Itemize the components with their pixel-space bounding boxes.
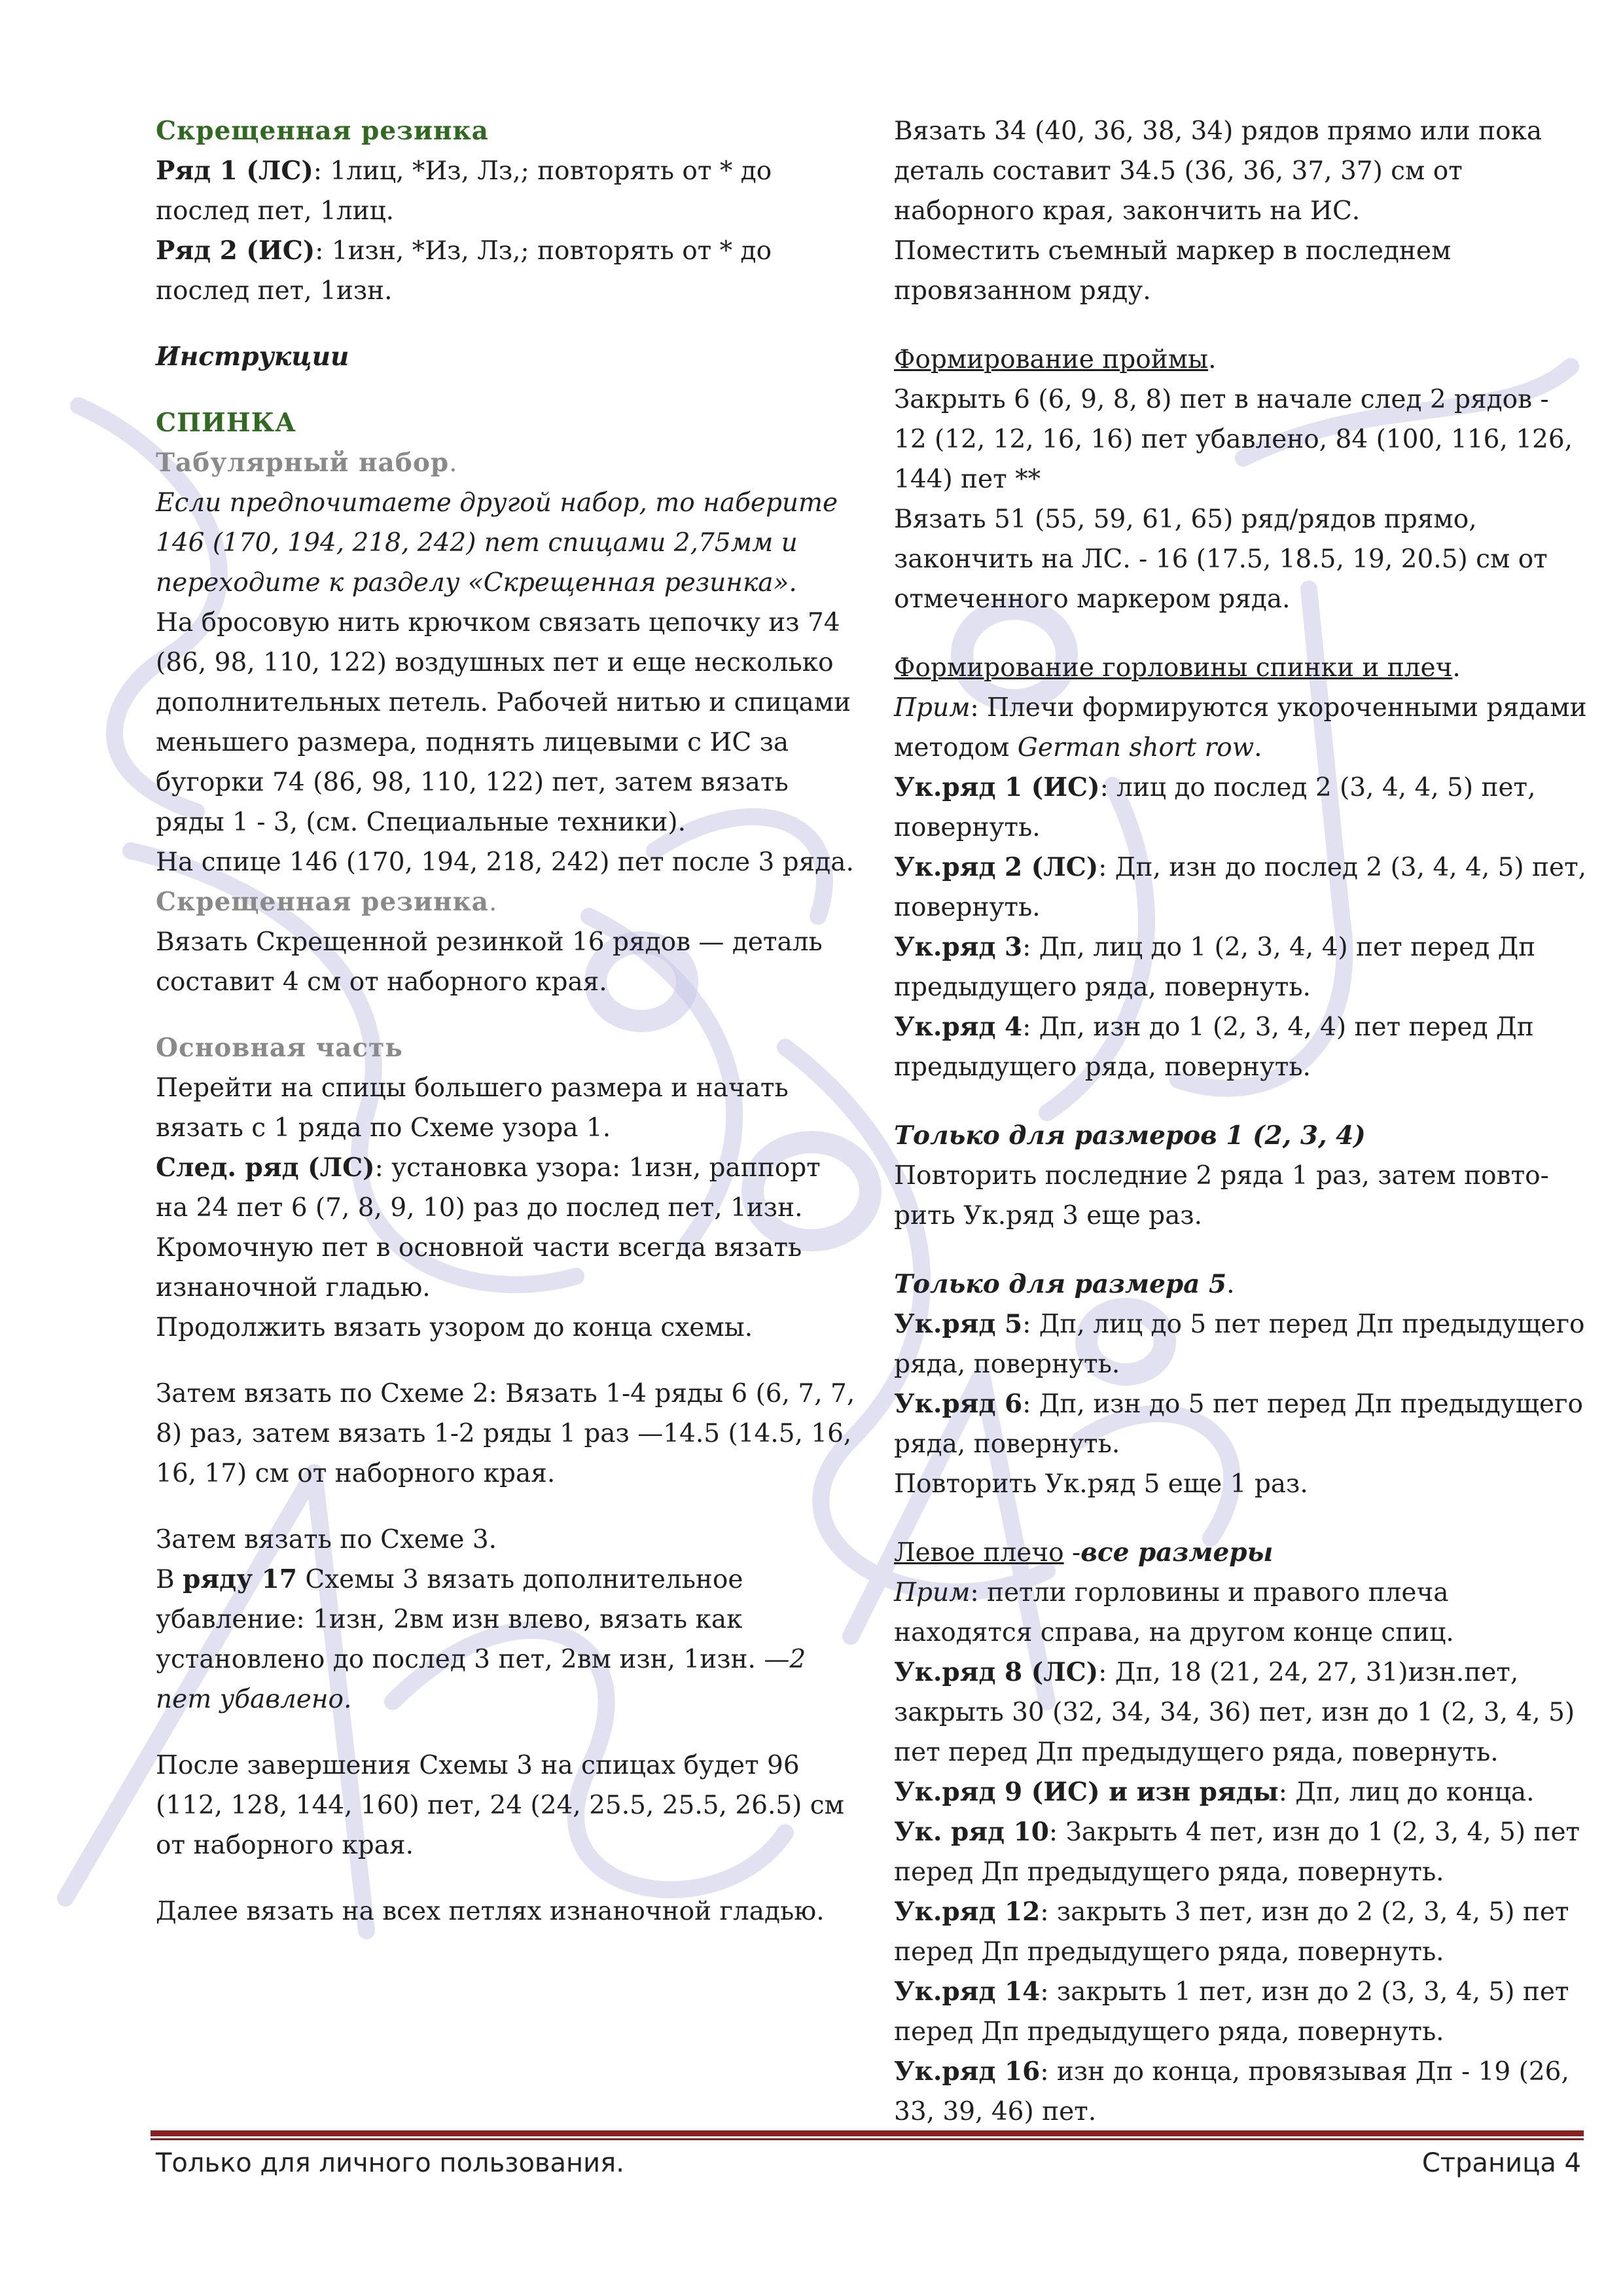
footer-divider bbox=[151, 2130, 1584, 2136]
straight-text: Вязать 34 (40, 36, 38, 34) рядов прямо или пока деталь составит 34.5 (36, 36, 37, 37) см от наборного края, закончить на ИС. bbox=[894, 117, 1543, 226]
edge-text: Кромочную пет в основной части всегда вязать изнаночной гладью. bbox=[156, 1233, 802, 1302]
subheading-dot: . bbox=[488, 888, 497, 917]
heading-dot: . bbox=[1226, 1270, 1235, 1299]
short-row-5 bbox=[894, 1304, 1588, 1384]
armhole-text-2: Вязать 51 (55, 59, 61, 65) ряд/рядов прямо, закончить на ЛС. - 16 (17.5, 18.5, 19, 20.5) см от отмеченного маркером ряда. bbox=[894, 505, 1548, 614]
short-row-8 bbox=[894, 1653, 1588, 1772]
tubular-alt-text: Если предпочитаете другой набор, то наберите 146 (170, 194, 218, 242) пет спицами 2,75мм и переходите к разделу «Скрещенная резинка». bbox=[156, 488, 838, 598]
row-label: Ук. ряд 10 bbox=[894, 1817, 1049, 1847]
short-row-1 bbox=[894, 768, 1588, 848]
row-text: Схемы 3 вязать дополнительное убавление: 1изн, 2вм изн влево, вязать как установлено до послед 3 пет, 2вм изн, 1изн. — bbox=[156, 1565, 790, 1674]
subheading: Скрещенная резинка bbox=[156, 887, 489, 917]
row-text: : Дп, 18 (21, 24, 27, 31)изн.пет, закрыть 30 (32, 34, 34, 36) пет, изн до 1 (2, 3, 4, 5) пет перед Дп предыдущего ряда, повернуть. bbox=[894, 1658, 1575, 1767]
note-method: German short row bbox=[1017, 733, 1255, 762]
left-column bbox=[156, 111, 856, 1931]
row-label: Ук.ряд 2 (ЛС) bbox=[894, 852, 1099, 882]
row-text: : Дп, изн до 5 пет перед Дп предыдущего ряда, повернуть. bbox=[894, 1390, 1583, 1459]
row-text: : Дп, лиц до 1 (2, 3, 4, 4) пет перед Дп предыдущего ряда, повернуть. bbox=[894, 933, 1536, 1002]
note-2 bbox=[894, 1573, 1588, 1653]
note-text: : петли горловины и правого плеча находятся справа, на другом конце спиц. bbox=[894, 1578, 1454, 1647]
row-label: Ук.ряд 3 bbox=[894, 932, 1023, 962]
heading-dot: . bbox=[1452, 653, 1461, 683]
underlined-heading: Формирование горловины спинки и плеч bbox=[894, 653, 1453, 683]
row-text: : 1изн, *Из, Лз,; повторять от * до послед пет, 1изн. bbox=[156, 236, 772, 306]
row-text: : закрыть 1 пет, изн до 2 (3, 3, 4, 5) пет перед Дп предыдущего ряда, повернуть. bbox=[894, 1977, 1569, 2047]
row-text: : Дп, лиц до конца. bbox=[1278, 1778, 1535, 1807]
row-label: След. ряд (ЛС) bbox=[156, 1153, 375, 1183]
heading-sep: - bbox=[1063, 1538, 1081, 1568]
row-label: Ук.ряд 12 bbox=[894, 1897, 1041, 1927]
rib2-heading bbox=[156, 882, 856, 922]
note bbox=[894, 688, 1588, 768]
main-text: Перейти на спицы большего размера и начать вязать с 1 ряда по Схеме узора 1. bbox=[156, 1073, 789, 1143]
underlined-heading: Левое плечо bbox=[894, 1538, 1064, 1568]
heading-dot: . bbox=[1208, 345, 1217, 374]
continue-text: Продолжить вязать узором до конца схемы. bbox=[156, 1313, 753, 1342]
rib-row-1 bbox=[156, 151, 856, 231]
sizes-1-4-heading: Только для размеров 1 (2, 3, 4) bbox=[894, 1121, 1366, 1151]
underlined-heading: Формирование проймы bbox=[894, 345, 1209, 374]
short-row-6 bbox=[894, 1384, 1588, 1464]
tubular-heading bbox=[156, 443, 856, 483]
row-text: : Дп, лиц до 5 пет перед Дп предыдущего ряда, повернуть. bbox=[894, 1310, 1585, 1379]
row-label: Ук.ряд 1 (ИС) bbox=[894, 772, 1100, 802]
row-label: Ук.ряд 5 bbox=[894, 1309, 1023, 1339]
next-row bbox=[156, 1148, 856, 1228]
bold-italic-heading: Только для размера 5 bbox=[894, 1269, 1227, 1299]
note-label: Прим bbox=[894, 1578, 971, 1607]
row-text: : установка узора: 1изн, раппорт на 24 пет 6 (7, 8, 9, 10) раз до послед пет, 1изн. bbox=[156, 1153, 821, 1223]
footer-divider-thin bbox=[151, 2138, 1584, 2140]
row-label: Ук.ряд 16 bbox=[894, 2056, 1041, 2087]
needle-count-text: На спице 146 (170, 194, 218, 242) пет после 3 ряда. bbox=[156, 848, 854, 877]
short-row-16 bbox=[894, 2052, 1588, 2132]
main-heading: Основная часть bbox=[156, 1033, 403, 1063]
row-text: : Дп, изн до послед 2 (3, 4, 4, 5) пет, повернуть. bbox=[894, 853, 1587, 922]
page-number: Страница 4 bbox=[1421, 2148, 1581, 2178]
right-column bbox=[894, 111, 1588, 2132]
instructions-heading: Инструкции bbox=[156, 342, 349, 372]
sizes-1-4-text: Повторить последние 2 ряда 1 раз, затем повто-рить Ук.ряд 3 еще раз. bbox=[894, 1161, 1549, 1230]
row-label: Ук.ряд 8 (ЛС) bbox=[894, 1657, 1099, 1687]
row-italic: 2 пет убавлено. bbox=[156, 1645, 806, 1714]
armhole-heading bbox=[894, 340, 1588, 380]
subheading-dot: . bbox=[449, 448, 457, 478]
short-row-10 bbox=[894, 1812, 1588, 1892]
subheading: Табулярный набор bbox=[156, 448, 450, 478]
row-text: : лиц до послед 2 (3, 4, 4, 5) пет, повернуть. bbox=[894, 773, 1536, 842]
short-row-9 bbox=[894, 1772, 1588, 1812]
armhole-text: Закрыть 6 (6, 9, 8, 8) пет в начале след 2 рядов - 12 (12, 12, 16, 16) пет убавлено, 84 (100, 116, 126, 144) пет ** bbox=[894, 385, 1573, 494]
neck-heading bbox=[894, 648, 1588, 688]
scheme2-text: Затем вязать по Схеме 2: Вязать 1-4 ряды 6 (6, 7, 7, 8) раз, затем вязать 1-2 ряды 1 раз —14.5 (14.5, 16, 16, 17) см от наборного края. bbox=[156, 1379, 855, 1488]
back-heading: СПИНКА bbox=[156, 408, 296, 438]
row-text: : закрыть 3 пет, изн до 2 (2, 3, 4, 5) пет перед Дп предыдущего ряда, повернуть. bbox=[894, 1897, 1569, 1967]
prefix: В bbox=[156, 1565, 183, 1594]
row-label: Ряд 2 (ИС) bbox=[156, 236, 315, 266]
marker-text: Поместить съемный маркер в последнем провязанном ряду. bbox=[894, 236, 1452, 306]
all-sizes-label: все размеры bbox=[1080, 1537, 1274, 1568]
scheme3-text: Затем вязать по Схеме 3. bbox=[156, 1525, 497, 1554]
short-row-2 bbox=[894, 848, 1588, 927]
size-5-heading bbox=[894, 1265, 1588, 1304]
row-label: Ук.ряд 6 bbox=[894, 1389, 1023, 1419]
rib-heading: Скрещенная резинка bbox=[156, 116, 489, 146]
short-row-14 bbox=[894, 1972, 1588, 2052]
note-end: . bbox=[1254, 733, 1262, 762]
repeat-5-text: Повторить Ук.ряд 5 еще 1 раз. bbox=[894, 1469, 1308, 1499]
short-row-4 bbox=[894, 1007, 1588, 1087]
row-label: Ук.ряд 4 bbox=[894, 1012, 1023, 1042]
after-scheme3-text: После завершения Схемы 3 на спицах будет 96 (112, 128, 144, 160) пет, 24 (24, 25.5, 25.5, 26.5) см от наборного края. bbox=[156, 1751, 844, 1860]
tubular-text: На бросовую нить крючком связать цепочку из 74 (86, 98, 110, 122) воздушных пет и еще несколько дополнительных петель. Рабочей нитью и спицами меньшего размера, поднять лицевыми с ИС за бугорки 74 (86, 98, 110, 122) пет, затем вязать ряды 1 - 3, (см. Специальные техники). bbox=[156, 608, 851, 837]
row-text: : Закрыть 4 пет, изн до 1 (2, 3, 4, 5) пет перед Дп предыдущего ряда, повернуть. bbox=[894, 1818, 1580, 1887]
footer-personal-use: Только для личного пользования. bbox=[156, 2148, 624, 2178]
row-label: Ук.ряд 9 (ИС) и изн ряды bbox=[894, 1777, 1279, 1807]
row-text: : изн до конца, провязывая Дп - 19 (26, 33, 39, 46) пет. bbox=[894, 2057, 1569, 2126]
purl-text: Далее вязать на всех петлях изнаночной гладью. bbox=[156, 1897, 825, 1926]
rib-row-2 bbox=[156, 231, 856, 311]
rib2-text: Вязать Скрещенной резинкой 16 рядов — деталь составит 4 см от наборного края. bbox=[156, 927, 823, 997]
note-label: Прим bbox=[894, 693, 971, 723]
left-shoulder-heading bbox=[894, 1533, 1588, 1573]
row-label: Ряд 1 (ЛС) bbox=[156, 156, 313, 186]
note-text: : Плечи формируются укороченными рядами методом bbox=[894, 693, 1587, 762]
short-row-3 bbox=[894, 927, 1588, 1007]
row-label: Ук.ряд 14 bbox=[894, 1977, 1041, 2007]
row-text: : 1лиц, *Из, Лз,; повторять от * до послед пет, 1лиц. bbox=[156, 156, 772, 226]
row-label: ряду 17 bbox=[183, 1564, 297, 1594]
short-row-12 bbox=[894, 1892, 1588, 1972]
row17-text bbox=[156, 1560, 856, 1719]
row-text: : Дп, изн до 1 (2, 3, 4, 4) пет перед Дп предыдущего ряда, повернуть. bbox=[894, 1013, 1534, 1082]
